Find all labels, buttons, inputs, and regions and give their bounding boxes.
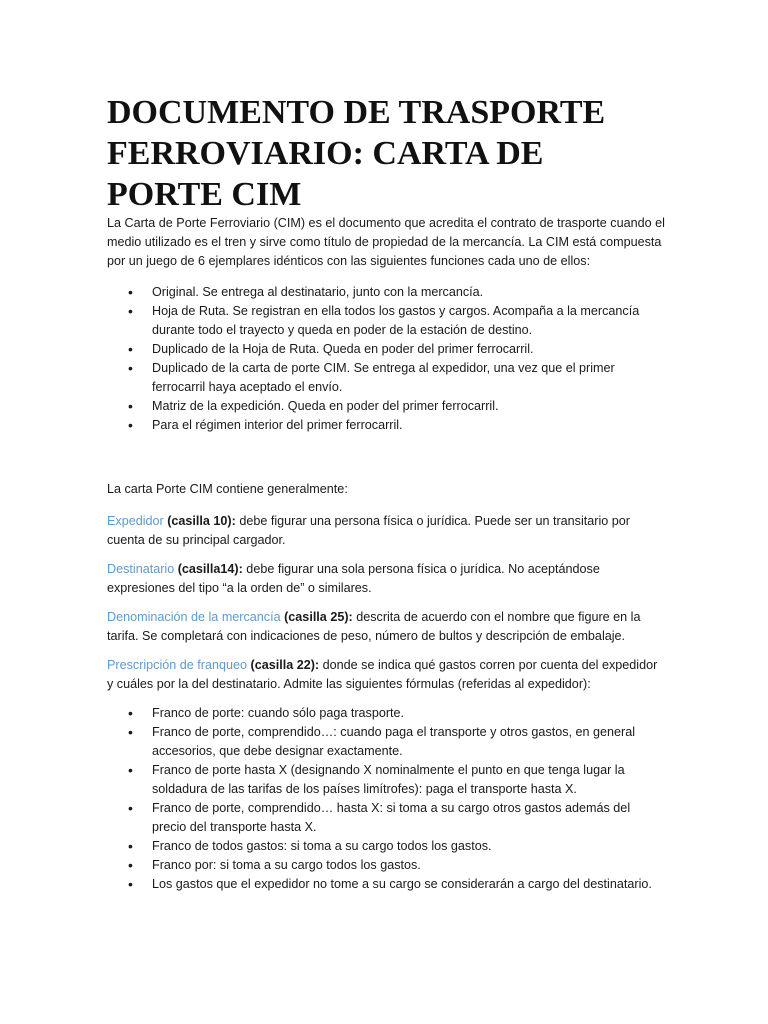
list-item: • Matriz de la expedición. Queda en poder del primer ferrocarril. [107, 397, 667, 416]
campo-denominacion [107, 608, 667, 646]
field-text: donde se indica qué gastos corren por cuenta del expedidor y cuáles por la del destinatario. Admite las siguientes fórmulas (referidas al expedidor): [107, 658, 658, 691]
field-text: descrita de acuerdo con el nombre que figure en la tarifa. Se completará con indicaciones de peso, número de bultos y descripción de embalaje. [107, 610, 641, 643]
list-item: • Franco de porte hasta X (designando X nominalmente el punto en que tenga lugar la soldadura de las tarifas de los países limítrofes): paga el transporte hasta X. [107, 761, 667, 799]
list-item: • Franco de porte: cuando sólo paga trasporte. [107, 704, 667, 723]
campo-prescripcion [107, 656, 667, 694]
list-item: • Franco de todos gastos: si toma a su cargo todos los gastos. [107, 837, 667, 856]
campo-expedidor [107, 512, 667, 550]
list-item: • Franco de porte, comprendido… hasta X: si toma a su cargo otros gastos además del precio del transporte hasta X. [107, 799, 667, 837]
document-title: DOCUMENTO DE TRASPORTE FERROVIARIO: CARTA DE PORTE CIM [107, 94, 606, 213]
field-term: Destinatario [107, 562, 175, 576]
formulas-list [107, 704, 667, 894]
campo-destinatario [107, 560, 667, 598]
list-item: • Los gastos que el expedidor no tome a su cargo se considerarán a cargo del destinatario. [107, 875, 667, 894]
list-item: • Original. Se entrega al destinatario, junto con la mercancía. [107, 283, 667, 302]
field-box: (casilla 22): [247, 658, 320, 672]
list-item: • Duplicado de la carta de porte CIM. Se entrega al expedidor, una vez que el primer ferrocarril haya aceptado el envío. [107, 359, 667, 397]
ejemplares-list [107, 283, 667, 435]
field-term: Denominación de la mercancía [107, 610, 281, 624]
list-item: • Duplicado de la Hoja de Ruta. Queda en poder del primer ferrocarril. [107, 340, 667, 359]
field-text: debe figurar una sola persona física o jurídica. No aceptándose expresiones del tipo “a la orden de” o similares. [107, 562, 600, 595]
contiene-paragraph: La carta Porte CIM contiene generalmente: [107, 482, 348, 496]
field-text: debe figurar una persona física o jurídica. Puede ser un transitario por cuenta de su principal cargador. [107, 514, 630, 547]
list-item: • Hoja de Ruta. Se registran en ella todos los gastos y cargos. Acompaña a la mercancía durante todo el trayecto y queda en poder de la estación de destino. [107, 302, 667, 340]
intro-paragraph: La Carta de Porte Ferroviario (CIM) es el documento que acredita el contrato de trasporte cuando el medio utilizado es el tren y sirve como título de propiedad de la mercancía. La CIM está compuesta por un juego de 6 ejemplares idénticos con las siguientes funciones cada uno de ellos: [107, 216, 665, 268]
document-body [107, 214, 667, 894]
field-term: Prescripción de franqueo [107, 658, 248, 672]
list-item: • Franco por: si toma a su cargo todos los gastos. [107, 856, 667, 875]
list-item: • Franco de porte, comprendido…: cuando paga el transporte y otros gastos, en general accesorios, que debe designar exactamente. [107, 723, 667, 761]
field-box: (casilla 10): [163, 514, 236, 528]
field-term: Expedidor [107, 514, 164, 528]
list-item: • Para el régimen interior del primer ferrocarril. [107, 416, 667, 435]
field-box: (casilla 25): [280, 610, 353, 624]
field-box: (casilla14): [174, 562, 243, 576]
